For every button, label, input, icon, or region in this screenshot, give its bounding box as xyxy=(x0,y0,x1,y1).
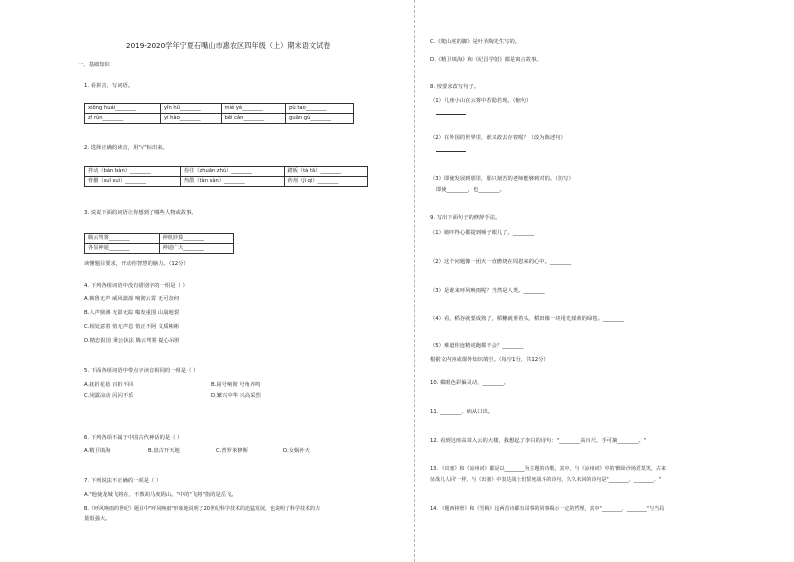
question-5: 5. 下面各组词语中带点字读音相同的一组是（ ） xyxy=(84,368,199,374)
answer-line xyxy=(436,110,466,115)
story-cell: 神通广大________ xyxy=(159,244,234,254)
reading-cell: 热散（tàn sàn）________ xyxy=(180,177,284,187)
sub-item: （4）看，稻谷就要成熟了，稻穗就垂着头，稻田像一块用光揉黄的绿毯。________ xyxy=(430,316,625,322)
option: D.《精卫填海》和《纪昌学射》都是寓言故事。 xyxy=(430,57,542,63)
pinyin-cell: miè yè________ xyxy=(221,104,286,114)
reading-cell: 骨髓（suǐ suì）________ xyxy=(85,177,181,187)
option: D.女娲补天 xyxy=(283,448,310,454)
left-column xyxy=(78,0,396,562)
option: A.精卫填海 xyxy=(84,448,111,454)
question-3: 3. 说说下面的词语让你想到了哪些人物或故事。 xyxy=(84,210,197,216)
pinyin-cell: zī rùn________ xyxy=(85,114,161,124)
pinyin-cell: xiōng huái________ xyxy=(85,104,161,114)
option: A."他使龙城飞将在，不教胡马度阴山。"中的"飞将"指的是岳飞。 xyxy=(84,492,237,498)
option: B.屈号响彻 号角齐鸣 xyxy=(211,382,261,388)
sub-item: （1）她吓得心都提到嗓子眼儿了。________ xyxy=(430,230,535,236)
page-title: 2019-2020学年宁夏石嘴山市惠农区四年级（上）期末语文试卷 xyxy=(126,41,331,50)
option: C.闭露凉动 闪闪不乐 xyxy=(84,393,134,399)
pinyin-table xyxy=(84,103,354,124)
question-7: 7. 下列说法不正确的一项是（ ） xyxy=(84,478,162,484)
right-column xyxy=(430,0,770,562)
question-2: 2. 选择正确的读音，用"√"标出来。 xyxy=(84,145,168,151)
sub-item: （5）难道你连精虎跑都不会？________ xyxy=(430,343,524,349)
question-1: 1. 看拼音，写词语。 xyxy=(84,83,134,89)
question-6: 6. 下列各项不属于中国古代神话的是（ ） xyxy=(84,435,183,441)
option: 量很强大。 xyxy=(84,516,111,522)
option: B.盘古开天地 xyxy=(148,448,180,454)
section-heading: 根据文内容或课外知识填空。（每空1分，共12分） xyxy=(430,357,549,363)
question-14: 14. 《题西林壁》和《雪梅》这两首诗都有哥事的同事揭示一定的哲理，其中"________，________"与当局 xyxy=(430,506,665,512)
reading-cell: 捡往（zhuān zhù）________ xyxy=(180,167,284,177)
reading-cell: 药剂（jì qì）________ xyxy=(284,177,367,187)
pinyin-cell: pù tao________ xyxy=(286,104,354,114)
option: D.繁兴中华 兴高采烈 xyxy=(211,393,261,399)
pinyin-cell: yǐn hū________ xyxy=(160,104,221,114)
instruction-note: 读懂题目要求，开动你智慧的脑力。（12分） xyxy=(84,261,189,267)
pinyin-cell: bēi cǎn________ xyxy=(221,114,286,124)
reading-cell: 踏板（tà tā）________ xyxy=(284,167,367,177)
story-cell: 神机妙算________ xyxy=(159,234,234,244)
question-12: 12. 看到这座高耸入云的大楼，我想起了李白的诗句："________高百尺，手可摘________。" xyxy=(430,438,647,444)
question-10: 10. 媚眼色彩偏灵动，________。 xyxy=(430,380,509,386)
column-divider xyxy=(414,0,415,562)
option: B.《呼风唤雨的世纪》题目中"呼风唤雨"形象地说明了20世纪科学技术的迅猛发展，也说明了科学技术的力 xyxy=(84,506,320,512)
section-heading: 一、基础知识 xyxy=(78,62,110,68)
story-cell: 腾云驾雾________ xyxy=(85,234,160,244)
option: D.精忠报国 秉公执法 腾云驾雾 提心吊胆 xyxy=(84,338,180,344)
option: C.《爬山虎的脚》是叶圣陶先生写的。 xyxy=(430,39,521,45)
question-13: 13. 《出塞》和《凉州词》都是以________为主题的诗歌，其中，与《凉州词》中的'醉卧沙场君莫笑，古来 xyxy=(430,466,666,472)
question-4: 4. 下列各组词语中没有错别字的一组是（ ） xyxy=(84,283,188,289)
option: C.相处意着 悄无声息 悄正不阿 文质彬彬 xyxy=(84,324,180,330)
answer-line xyxy=(436,147,466,152)
sub-item: （2）这个问题像一团火一直燃烧在周恩来的心中。________ xyxy=(430,259,572,265)
option: B.人声鼎沸 无影无踪 嗡发重围 山崩地裂 xyxy=(84,310,180,316)
sub-item: （2）在外国的世界里，谁又敢去存着呢？（改为陈述句） xyxy=(430,135,566,141)
option: A.抚折花蓓 百折不回 xyxy=(84,382,134,388)
question-9: 9. 写出下面句子的修辞手法。 xyxy=(430,215,501,221)
question-8: 8. 按要求改写句子。 xyxy=(430,84,480,90)
option: C.普罗米修斯 xyxy=(216,448,248,454)
question-13-cont: 征战几人回'一样，与《出塞》中表达战士们誓死战斗的诗句，久久未回的诗句是"________，________。" xyxy=(430,477,661,483)
question-11: 11. ________，病从口出。 xyxy=(430,409,494,415)
sub-item: （3）是谁来呼风唤雨呢？当然是人类。________ xyxy=(430,288,545,294)
option: A.裤鲁无声 威风凛凛 响彻云霄 无可奈何 xyxy=(84,296,180,302)
sub-item: （3）即使发展到那里，那只刻苦的老师能够到对的。（仿写） xyxy=(430,176,574,182)
pinyin-cell: guān gù________ xyxy=(286,114,354,124)
reading-table xyxy=(84,166,368,187)
sub-item: 即使________，也________。 xyxy=(436,187,505,193)
sub-item: （1）几座小山在云雾中若隐若现。（缩句） xyxy=(430,98,532,104)
pinyin-cell: yí hào________ xyxy=(160,114,221,124)
reading-cell: 拌动（bàn bàn）________ xyxy=(85,167,181,177)
story-table xyxy=(84,233,234,254)
story-cell: 各显神通________ xyxy=(85,244,160,254)
